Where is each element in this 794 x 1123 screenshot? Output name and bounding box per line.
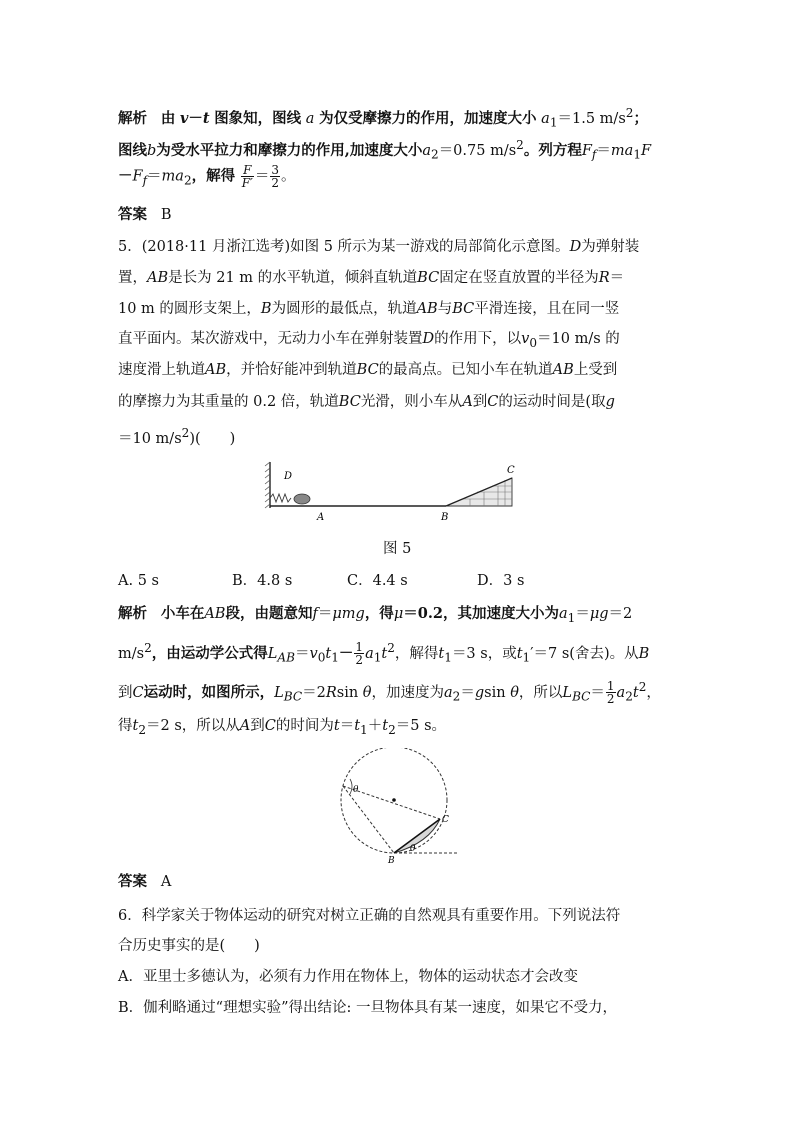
q5-solution-line-2: $m/s^2$，由运动学公式得$L_{AB}=v_0t_1-$ $\frac{1}{2}$ $a_1t^2$，解得$t_1=3$ s，或$t_1'=7$ s(舍去)。从B: [118, 640, 650, 668]
q5-line-3: 10 m 的圆形支架上，B为圆形的最低点，轨道AB与BC平滑连接，且在同一竖: [118, 301, 620, 317]
cart: [294, 494, 310, 504]
q5-line-2: 置，AB是长为 21 m 的水平轨道，倾斜直轨道BC固定在竖直放置的半径为R＝: [118, 270, 625, 286]
q5-option-b: B．4.8 s: [232, 573, 293, 589]
q6-line-1: 6．科学家关于物体运动的研究对树立正确的自然观具有重要作用。下列说法符: [118, 908, 621, 924]
label-B: B: [388, 856, 395, 864]
q5-option-a: A. 5 s: [118, 573, 159, 589]
theta-top-label: θ: [353, 785, 359, 795]
q5-option-d: D．3 s: [477, 573, 525, 589]
figure-5-track-diagram: [262, 458, 524, 528]
fraction-F-over-Fprime: $\frac{F}{F'}$: [241, 163, 253, 190]
dashed-chord: [343, 786, 394, 853]
angle-arc-top: [350, 779, 352, 794]
spring-launcher: [270, 494, 291, 502]
q6-option-b: B．伽利略通过“理想实验”得出结论: 一旦物体具有某一速度，如果它不受力，: [118, 1000, 617, 1016]
figure-5-caption: 图 5: [383, 541, 412, 557]
q5-line-6: 的摩擦力为其重量的 0.2 倍，轨道BC光滑，则小车从A到C的运动时间是(取g: [118, 394, 615, 410]
wall-hatching: [265, 462, 270, 508]
label-C: C: [442, 815, 449, 825]
q5-line-1: 5．(2018·11 月浙江选考)如图 5 所示为某一游戏的局部简化示意图。D为弹射装: [118, 239, 640, 255]
q5-line-5: 速度滑上轨道AB，并恰好能冲到轨道BC的最高点。已知小车在轨道AB上受到: [118, 362, 618, 378]
q6-line-2: 合历史事实的是( ): [118, 938, 260, 954]
q4-solution-line-1: 解析 由 v－t 图象知，图线 a 为仅受摩擦力的作用，加速度大小 $a_1=1.5$ $m/s^2$；: [118, 106, 648, 130]
q6-option-a: A．亚里士多德认为，必须有力作用在物体上，物体的运动状态才会改变: [118, 969, 578, 985]
q4-solution-line-2: 图线b为受水平拉力和摩擦力的作用,加速度大小$a_2=0.75$ $m/s^2$。列方程$F_f=ma_1F$: [118, 138, 652, 162]
label-C: C: [507, 465, 515, 476]
circle-incline-diagram: [334, 748, 464, 864]
q4-answer: 答案 B: [118, 206, 172, 223]
q5-solution-line-4: 得$t_2=2$ s，所以从A到C的时间为$t=t_1+t_2=5$ s。: [118, 718, 447, 737]
incline-BC: [394, 819, 440, 853]
q5-answer: 答案 A: [118, 873, 172, 890]
q5-line-4: 直平面内。某次游戏中，无动力小车在弹射装置D的作用下，以$v_0=10$ m/s 的: [118, 331, 620, 350]
label-D: D: [284, 471, 293, 482]
q4-solution-line-3: $-F_f=ma_2$，解得 $\frac{F}{F'}$ ＝ $\frac{3}{2}$ 。: [118, 163, 296, 190]
q5-solution-line-3: 到C运动时，如图所示，$L_{BC}=2Rsin$ θ，加速度为$a_2=gsin$ θ，所以$L_{BC}=$ $\frac{1}{2}$ $a_2t^2$，: [118, 679, 661, 707]
label-B: B: [441, 512, 449, 523]
theta-bottom-label: θ: [410, 844, 416, 854]
fraction-1-over-2-b: $\frac{1}{2}$: [606, 679, 615, 707]
fraction-1-over-2: $\frac{1}{2}$: [355, 640, 364, 668]
q5-solution-line-1: 解析 小车在AB段，由题意知f＝μmg，得μ＝0.2，其加速度大小为$a_1=\mu g=2$: [118, 605, 633, 625]
circle-center: [392, 798, 396, 802]
q5-option-c: C．4.4 s: [347, 573, 408, 589]
label-A: A: [317, 512, 325, 523]
fraction-3-over-2: $\frac{3}{2}$: [271, 163, 279, 190]
q5-line-7: ＝10 $m/s^2$)( ): [118, 426, 236, 447]
